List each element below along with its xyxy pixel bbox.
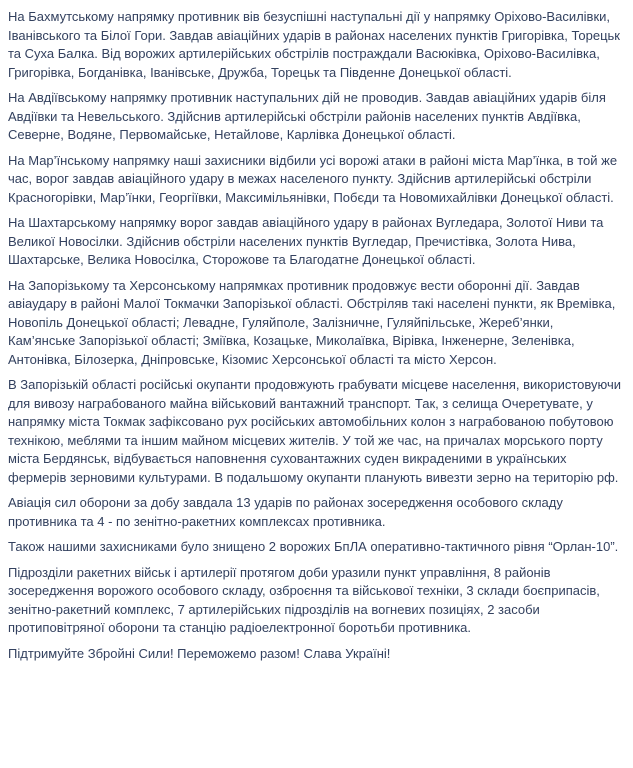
paragraph-missile-artillery-strikes: Підрозділи ракетних військ і артилерії протягом доби уразили пункт управління, 8 районів зосередження ворожого особового складу, озброєння та військової техніки, 3 склади боєприпасів, зенітно-ракетний комплекс, 7 артилерійських підрозділів на вогневих позиціях, 2 засоби протиповітряної оборони та станцію радіоелектронної боротьби противника. xyxy=(8,564,600,635)
paragraph-zaporizhzhia-kherson-direction: На Запорізькому та Херсонському напрямках противник продовжує вести оборонні дії. Завдав авіаудару в районі Малої Токмачки Запорізької області. Обстріляв такі населені пункти, як Времівка, Новопіль Донецької області; Левадне, Гуляйполе, Залізничне, Гуляйпільське, Жереб’янки, Кам’янське Запорізької області; Зміївка, Козацьке, Миколаївка, Вірівка, Інженерне, Зеленівка, Антонівка, Білозерка, Дніпровське, Кізомис Херсонської області та місто Херсон. xyxy=(8,277,616,367)
paragraph-bakhmut-direction: На Бахмутському напрямку противник вів безуспішні наступальні дії у напрямку Оріхово-Василівки, Іванівського та Білої Гори. Завдав авіаційних ударів в районах населених пунктів Григорівка, Торецьк та Суха Балка. Від ворожих артилерійських обстрілів постраждали Васюківка, Оріхово-Василівка, Григорівка, Богданівка, Іванівське, Дружба, Торецьк та Південне Донецької області. xyxy=(8,9,620,80)
paragraph-uav-destroyed: Також нашими захисниками було знищено 2 ворожих БпЛА оперативно-тактичного рівня “Орлан-10”. xyxy=(8,539,619,554)
paragraph-shakhtarske-direction: На Шахтарському напрямку ворог завдав авіаційного удару в районах Вугледара, Золотої Ниви та Великої Новосілки. Здійснив обстріли населених пунктів Вугледар, Пречистівка, Золота Нива, Шахтарське, Велика Новосілка, Сторожове та Благодатне Донецької області. xyxy=(8,215,604,267)
paragraph-closing-slogan: Підтримуйте Збройні Сили! Переможемо разом! Слава Україні! xyxy=(8,645,391,661)
paragraph-aviation-strikes: Авіація сил оборони за добу завдала 13 ударів по районах зосередження особового складу противника та 4 - по зенітно-ракетних комплексах противника. xyxy=(8,495,563,529)
paragraph-looting-report: В Запорізькій області російські окупанти продовжують грабувати місцеве населення, використовуючи для вивозу награбованого майна військовий вантажний транспорт. Так, з селища Очеретувате, у напрямку міста Токмак зафіксовано рух російських автомобільних колон з награбованою побутовою технікою, меблями та іншим майном місцевих жителів. У той же час, на причалах морського порту міста Бердянськ, відбувається наповнення суховантажних суден викраденими в українських фермерів зерновими культурами. В подальшому окупанти планують вивезти зерно на територію рф. xyxy=(8,377,622,485)
paragraph-avdiivka-direction: На Авдіївському напрямку противник наступальних дій не проводив. Завдав авіаційних ударів біля Авдіївки та Невельського. Здійснив артилерійські обстріли районів населених пунктів Авдіївка, Северне, Водяне, Первомайське, Нетайлове, Карлівка Донецької області. xyxy=(8,90,606,142)
paragraph-marinka-direction: На Мар’їнському напрямку наші захисники відбили усі ворожі атаки в районі міста Мар’їнка, в той же час, ворог завдав авіаційного удару в межах населеного пункту. Здійснив артилерійські обстріли Красногорівки, Мар’їнки, Георгіївки, Максимільянівки, Побєди та Новомихайлівки Донецької області. xyxy=(8,152,618,205)
